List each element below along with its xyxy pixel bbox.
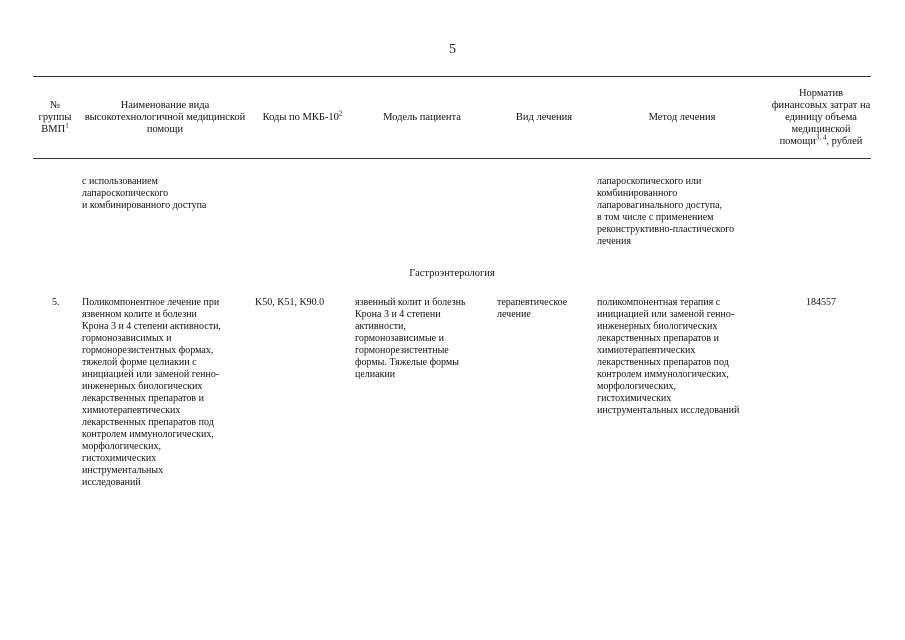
table-header-bottom-rule (33, 158, 871, 159)
page-number: 5 (449, 42, 456, 57)
row-treatment-method: поликомпонентная терапия с инициацией или заменой генно- инженерных биологических лекарственных препаратов и химиотерапевтических лекарственных препаратов под контролем иммунологических, морфологических, гистохимических инструментальных исследований (597, 297, 740, 416)
header-icd-codes (255, 77, 350, 158)
footnote-ref-2: 2 (338, 109, 343, 117)
row-number: 5. (52, 297, 60, 308)
row-care-name: Поликомпонентное лечение при язвенном колите и болезни Крона 3 и 4 степени активности, гормонозависимых и гормонорезистентных формах, тяжелой форме целиакии с инициацией или заменой генно- инженерных биологических лекарственных препаратов и химиотерапевтических лекарственных препаратов под контролем иммунологических, морфологических, гистохимических инструментальных исследований (82, 297, 221, 488)
header-treatment-type (495, 77, 593, 158)
header-group-number (33, 77, 77, 158)
header-icd-codes-label: Коды по МКБ-10 (262, 111, 339, 123)
header-treatment-method (597, 77, 767, 158)
header-care-type-label: Наименование вида высокотехнологичной медицинской помощи (84, 99, 246, 135)
header-cost-standard-label: Норматив финансовых затрат на единицу объема медицинской помощи (771, 87, 871, 147)
header-treatment-method-label: Метод лечения (648, 111, 716, 123)
header-cost-standard (771, 77, 871, 158)
header-treatment-type-label: Вид лечения (515, 111, 573, 123)
header-patient-model (352, 77, 492, 158)
footnote-ref-3-4: 3, 4 (815, 133, 827, 141)
row-patient-model: язвенный колит и болезнь Крона 3 и 4 степени активности, гормонозависимые и гормонорезистентные формы. Тяжелые формы целиакии (355, 297, 466, 380)
header-care-type (82, 77, 248, 158)
continuation-care-name: с использованием лапароскопического и комбинированного доступа (82, 176, 207, 211)
section-title: Гастроэнтерология (409, 268, 495, 279)
row-cost: 184557 (806, 297, 836, 308)
header-group-number-label: № группы ВМП (38, 99, 72, 135)
continuation-method: лапароскопического или комбинированного лапаровагинального доступа, в том числе с применением реконструктивно-пластического лечения (597, 176, 735, 247)
header-cost-currency: , рублей (826, 135, 863, 147)
row-icd-codes: K50, K51, K90.0 (255, 297, 325, 308)
row-treatment-type: терапевтическое лечение (497, 297, 568, 320)
header-patient-model-label: Модель пациента (383, 111, 461, 123)
footnote-ref-1: 1 (65, 121, 69, 129)
